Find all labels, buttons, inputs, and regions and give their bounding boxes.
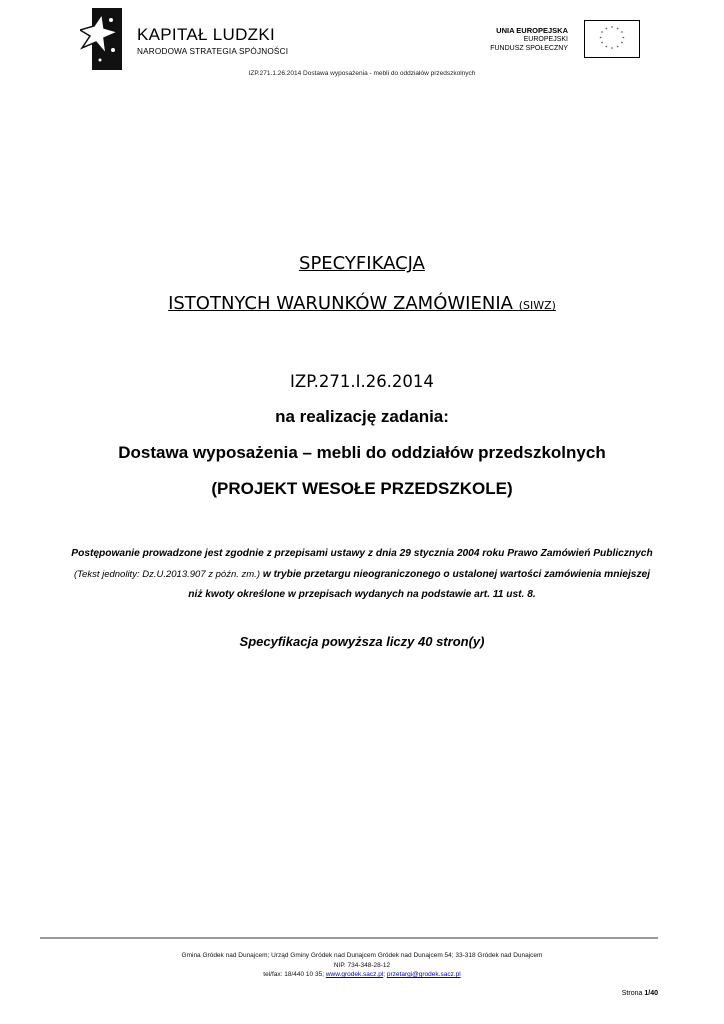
svg-text:*: *	[600, 42, 604, 48]
kapital-ludzki-logo	[80, 8, 289, 72]
svg-text:*: *	[622, 36, 625, 42]
page-current: 1	[644, 990, 649, 997]
svg-text:*: *	[616, 45, 619, 51]
eu-logo	[470, 18, 640, 62]
svg-text:*: *	[610, 26, 614, 32]
header-reference-line: IZP.271.1.26.2014 Dostawa wyposażenia - mebli do oddziałów przedszkolnych	[248, 70, 476, 77]
footer-nip: NIP. 734-348-28-12	[333, 962, 391, 969]
eu-line3: FUNDUSZ SPOŁECZNY	[490, 45, 568, 52]
title-line1: SPECYFIKACJA	[299, 253, 425, 274]
footer-website-link[interactable]: www.grodek.sacz.pl	[325, 971, 384, 978]
svg-text:*: *	[610, 47, 614, 53]
page-number: Strona 1/40	[621, 990, 658, 997]
task-label: na realizację zadania:	[275, 407, 449, 426]
legal-part3: w trybie przetargu nieograniczonego o ustalonej wartości zamówienia mniejszej niż kwoty określone w przepisach wydanych na podstawie art. 11 ust. 8.	[188, 568, 651, 600]
svg-text:*: *	[605, 27, 608, 33]
eu-line2: EUROPEJSKI	[523, 36, 568, 43]
svg-text:*: *	[620, 42, 624, 48]
svg-text:*: *	[616, 27, 619, 33]
legal-part2: (Tekst jednolity: Dz.U.2013.907 z późn. zm.)	[73, 568, 260, 580]
footer-divider	[40, 937, 658, 939]
title-main: ISTOTNYCH WARUNKÓW ZAMÓWIENIA	[168, 293, 513, 314]
footer-address: Gmina Gródek nad Dunajcem; Urząd Gminy Gródek nad Dunajcem Gródek nad Dunajcem 54; 33-318 Gródek nad Dunajcem	[181, 952, 543, 959]
page-total: 40	[650, 990, 658, 997]
eu-line1: UNIA EUROPEJSKA	[496, 26, 568, 35]
title-abbrev: (SIWZ)	[518, 299, 556, 312]
project-name: (PROJEKT WESOŁE PRZEDSZKOLE)	[211, 479, 513, 498]
svg-text:*: *	[605, 45, 608, 51]
task-title: Dostawa wyposażenia – mebli do oddziałów przedszkolnych	[118, 443, 606, 462]
legal-part1: Postępowanie prowadzone jest zgodnie z przepisami ustawy z dnia 29 stycznia 2004 roku Prawo Zamówień Publicznych	[71, 548, 653, 559]
footer-contact: tel/fax: 18/440 10 35; www.grodek.sacz.pl; przetargi@grodek.sacz.pl	[263, 971, 461, 978]
kapital-ludzki-emblem-icon	[80, 8, 122, 70]
logo-title: KAPITAŁ LUDZKI	[137, 25, 276, 44]
reference-number: IZP.271.I.26.2014	[290, 372, 434, 391]
eu-flag-icon	[584, 20, 640, 58]
svg-text:*: *	[600, 31, 604, 37]
svg-text:*: *	[599, 36, 602, 42]
footer-phone: tel/fax: 18/440 10 35;	[263, 971, 324, 978]
logo-subtitle: NARODOWA STRATEGIA SPÓJNOŚCI	[137, 47, 289, 56]
page-count-note: Specyfikacja powyższa liczy 40 stron(y)	[239, 634, 485, 649]
footer-email-link[interactable]: przetargi@grodek.sacz.pl	[386, 971, 461, 978]
legal-basis-paragraph	[70, 544, 654, 606]
page-label: Strona	[621, 990, 643, 997]
title-line2	[0, 293, 724, 314]
eu-text	[490, 26, 568, 53]
svg-text:*: *	[620, 31, 624, 37]
